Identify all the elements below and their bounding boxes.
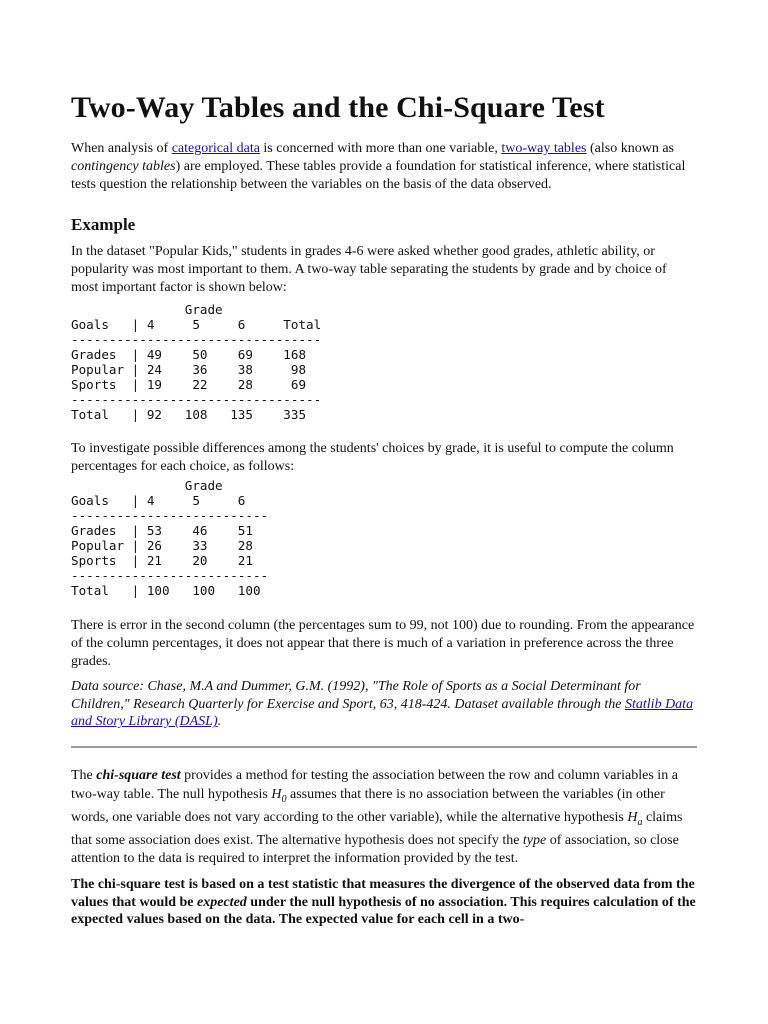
intro-paragraph: When analysis of categorical data is concerned with more than one variable, two-way tables (also known as contingency tables) are employed. These tables provide a foundation for statistical inference, where statistical tests question the relationship between the variables on the basis of the data observed. [71, 141, 686, 192]
table-row: Popular | 24 36 38 98 [71, 361, 307, 377]
section-divider [71, 746, 697, 748]
chi-square-test-term: chi-square test [96, 768, 181, 784]
table-row: Sports | 21 20 21 [71, 553, 253, 569]
table-row: Popular | 26 33 28 [71, 538, 253, 554]
rounding-error-paragraph: There is error in the second column (the percentages sum to 99, not 100) due to rounding. From the appearance of the column percentages, it does not appear that there is much of a variation in preference across the three grades. [71, 618, 695, 669]
chi-square-paragraph: The chi-square test provides a method for testing the association between the row and column variables in a two-way table. The null hypothesis $H_0$ assumes that there is no association between the variables (in other words, one variable does not vary according to the other variable), while the alternative hypothesis $H_a$ claims that some association does exist. The alternative hypothesis does not specify the type of association, so close attention to the data is required to interpret the information provided by the test. [71, 768, 683, 867]
type-word: type [522, 832, 547, 848]
table-row: Grades | 49 50 69 168 [71, 346, 307, 362]
percent-divider-top: -------------------------- [71, 508, 269, 524]
data-source-paragraph: Data source: Chase, M.A and Dummer, G.M. (1992), "The Role of Sports as a Social Determinant for Children," Research Quarterly for Exercise and Sport, 63, 418-424. Dataset available through the Statlib Data and Story Library (DASL). [71, 678, 694, 730]
table-row: Sports | 19 22 28 69 [71, 376, 307, 392]
categorical-data-link[interactable]: categorical data [171, 141, 260, 156]
table-row: Grades | 53 46 51 [71, 523, 253, 539]
alternative-hypothesis-symbol: $H_a$ [627, 809, 643, 828]
test-statistic-paragraph: The chi-square test is based on a test statistic that measures the divergence of the observed data from the values that would be expected under the null hypothesis of no association. This requires calculation of the expected values based on the data. The expected value for each cell in a two- [71, 876, 696, 928]
null-hypothesis-symbol: $H_0$ [271, 786, 287, 805]
contingency-tables-term: contingency tables [71, 158, 176, 174]
counts-total-row: Total | 92 108 135 335 [71, 406, 307, 422]
example-paragraph: In the dataset "Popular Kids," students in grades 4-6 were asked whether good grades, athletic ability, or popularity was most important to them. A two-way table separating the students by grade and by choice of most important factor is shown below: [71, 244, 667, 295]
percent-header: Goals | 4 5 6 [71, 493, 246, 509]
investigate-paragraph: To investigate possible differences among the students' choices by grade, it is useful to compute the column percentages for each choice, as follows: [71, 440, 674, 474]
percent-divider-bottom: -------------------------- [71, 568, 269, 584]
percent-table [71, 478, 697, 598]
counts-table [71, 302, 697, 422]
counts-divider-bottom: --------------------------------- [71, 391, 322, 407]
percent-total-row: Total | 100 100 100 [71, 583, 261, 599]
two-way-tables-link[interactable]: two-way tables [501, 141, 587, 156]
counts-header: Goals | 4 5 6 Total [71, 316, 322, 332]
page-title: Two-Way Tables and the Chi-Square Test [71, 91, 605, 124]
counts-divider-top: --------------------------------- [71, 331, 322, 347]
dasl-link[interactable]: Statlib Data and Story Library (DASL) [71, 696, 694, 730]
example-heading: Example [71, 215, 136, 235]
counts-grade-label: Grade [71, 301, 223, 317]
percent-grade-label: Grade [71, 478, 223, 494]
expected-word: expected [197, 894, 247, 910]
